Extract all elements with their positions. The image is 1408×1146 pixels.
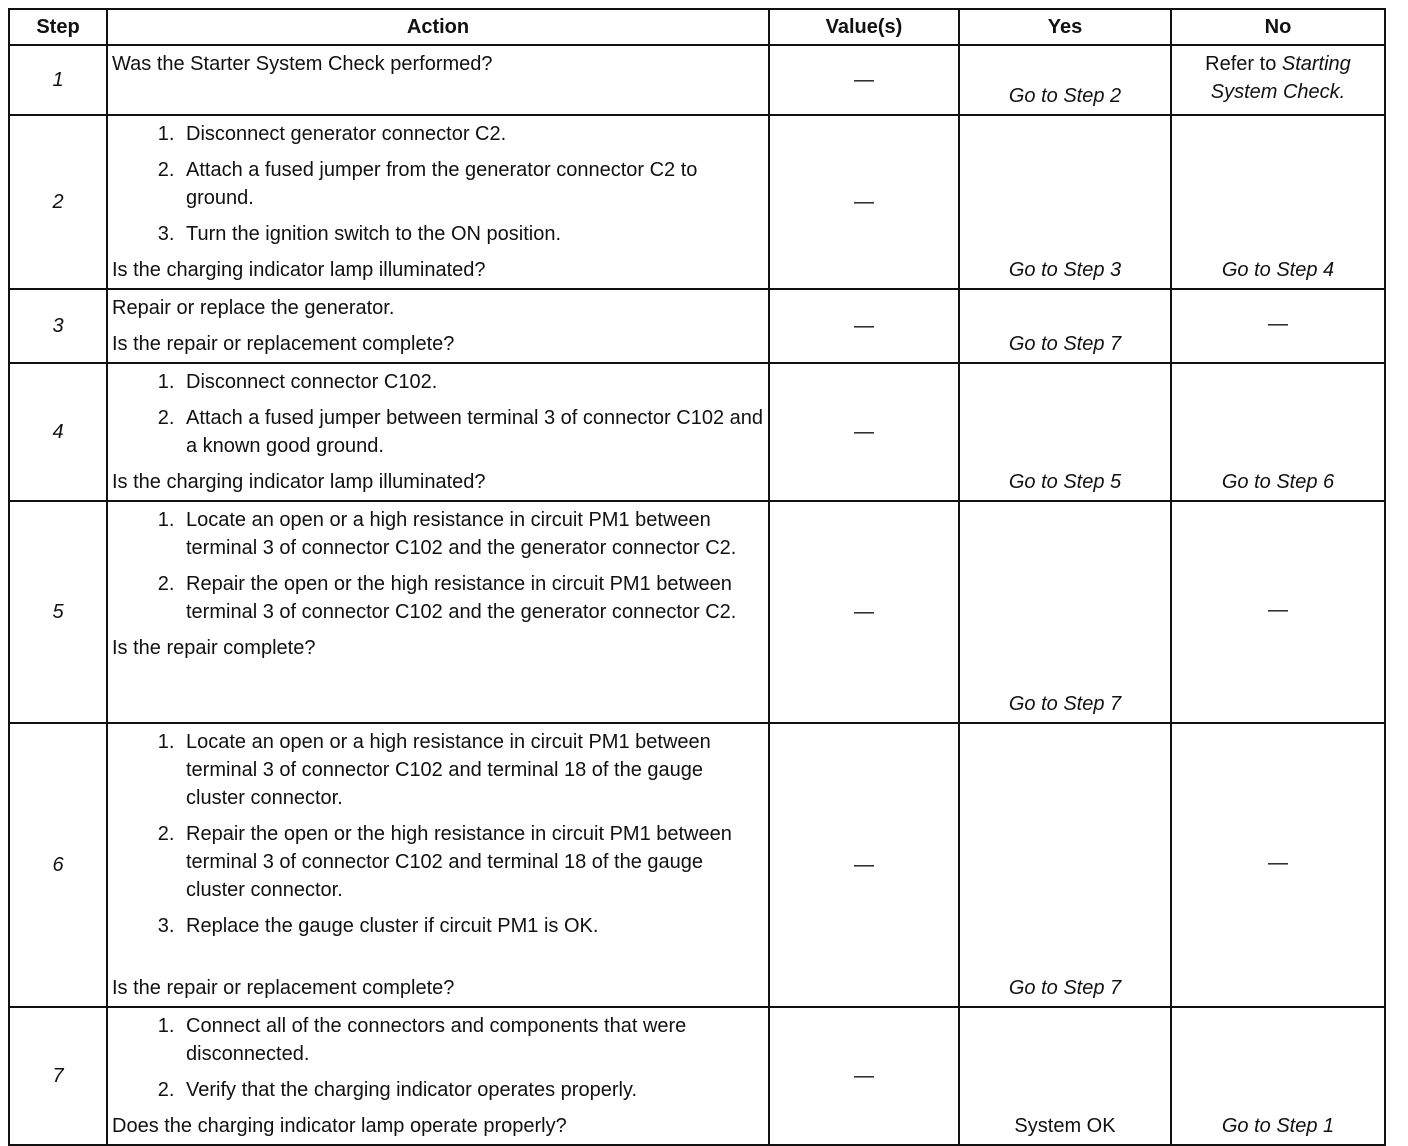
action-step: 2. Attach a fused jumper between terminal 3 of connector C102 and a known good ground. [180,404,764,460]
action-step: 1. Disconnect generator connector C2. [180,120,764,148]
action-question: Is the repair complete? [112,637,316,659]
action-step: 1. Locate an open or a high resistance in circuit PM1 between terminal 3 of connector C102 and terminal 18 of the gauge cluster connector. [180,728,764,812]
no-cell: Go to Step 6 [1171,363,1385,501]
value-cell: — [769,289,959,363]
table-row [9,45,1385,115]
action-cell [107,115,769,289]
no-cell: Go to Step 1 [1171,1007,1385,1145]
action-step: 2. Attach a fused jumper from the generator connector C2 to ground. [180,156,764,212]
action-steps [112,728,764,940]
table-row [9,723,1385,1007]
no-cell: — [1171,501,1385,723]
step-number: 1 [9,45,107,115]
yes-cell: System OK [959,1007,1171,1145]
header-action: Action [107,9,769,45]
action-step: 3. Replace the gauge cluster if circuit PM1 is OK. [180,912,764,940]
yes-cell: Go to Step 7 [959,501,1171,723]
action-step: 2. Repair the open or the high resistance in circuit PM1 between terminal 3 of connector C102 and terminal 18 of the gauge cluster connector. [180,820,764,904]
header-step: Step [9,9,107,45]
action-steps [112,506,764,626]
action-cell [107,501,769,723]
action-question: Is the repair or replacement complete? [112,333,455,355]
action-step: 2. Repair the open or the high resistance in circuit PM1 between terminal 3 of connector C102 and the generator connector C2. [180,570,764,626]
header-values: Value(s) [769,9,959,45]
step-number: 7 [9,1007,107,1145]
action-steps [112,368,764,460]
no-reference: Starting System Check. [1210,53,1351,103]
header-no: No [1171,9,1385,45]
step-number: 2 [9,115,107,289]
action-question: Is the charging indicator lamp illuminated? [112,259,486,281]
action-question: Does the charging indicator lamp operate properly? [112,1115,567,1137]
yes-cell: Go to Step 3 [959,115,1171,289]
value-cell: — [769,723,959,1007]
spacer [112,948,764,974]
step-number: 3 [9,289,107,363]
action-steps [112,1012,764,1104]
action-cell [107,1007,769,1145]
no-cell: — [1171,723,1385,1007]
action-step: 1. Connect all of the connectors and components that were disconnected. [180,1012,764,1068]
step-number: 4 [9,363,107,501]
table-row [9,1007,1385,1145]
action-question: Is the repair or replacement complete? [112,977,455,999]
table-row [9,363,1385,501]
header-yes: Yes [959,9,1171,45]
step-number: 6 [9,723,107,1007]
header-row [9,9,1385,45]
no-cell: Go to Step 4 [1171,115,1385,289]
action-steps [112,120,764,248]
yes-cell: Go to Step 5 [959,363,1171,501]
action-question: Was the Starter System Check performed? [112,53,493,75]
value-cell: — [769,1007,959,1145]
diagnostic-table [8,8,1386,1146]
yes-cell: Go to Step 7 [959,289,1171,363]
action-cell [107,45,769,115]
yes-cell: Go to Step 2 [959,45,1171,115]
value-cell: — [769,115,959,289]
action-question: Is the charging indicator lamp illuminated? [112,471,486,493]
no-cell: — [1171,289,1385,363]
no-prefix: Refer to [1205,53,1282,75]
action-step: 2. Verify that the charging indicator operates properly. [180,1076,764,1104]
action-cell [107,289,769,363]
action-step: 3. Turn the ignition switch to the ON position. [180,220,764,248]
value-cell: — [769,501,959,723]
action-cell [107,363,769,501]
yes-cell: Go to Step 7 [959,723,1171,1007]
value-cell: — [769,45,959,115]
table-row [9,115,1385,289]
action-instruction: Repair or replace the generator. [112,297,395,319]
action-step: 1. Locate an open or a high resistance in circuit PM1 between terminal 3 of connector C102 and the generator connector C2. [180,506,764,562]
action-step: 1. Disconnect connector C102. [180,368,764,396]
table-row [9,289,1385,363]
value-cell: — [769,363,959,501]
step-number: 5 [9,501,107,723]
action-cell [107,723,769,1007]
table-row [9,501,1385,723]
no-cell [1171,45,1385,115]
